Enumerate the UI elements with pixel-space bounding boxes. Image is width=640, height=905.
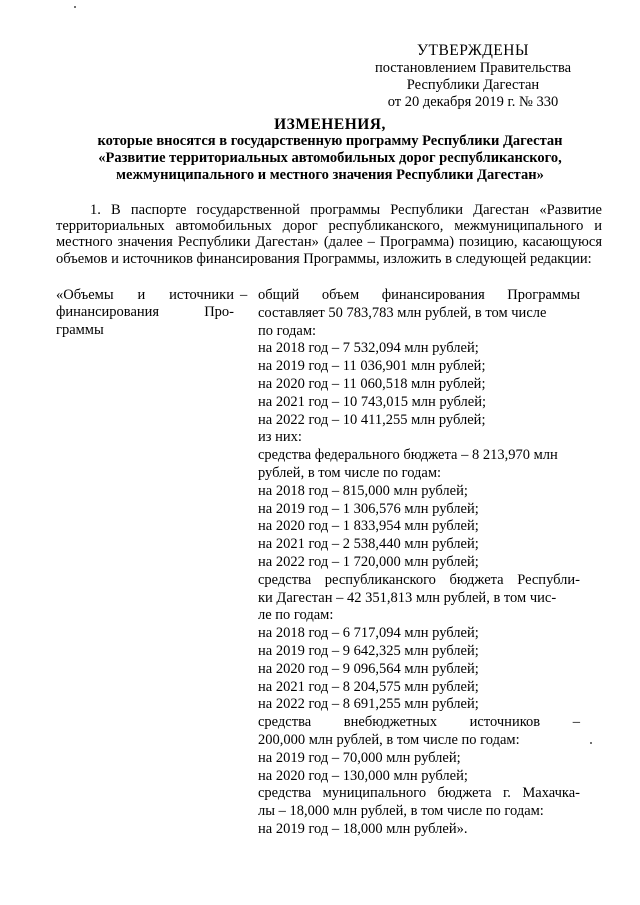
- year-line: на 2022 год – 1 720,000 млн рублей;: [258, 553, 479, 570]
- republic-budget-line: [258, 572, 580, 590]
- approval-line: постановлением Правительства: [374, 60, 572, 76]
- position-label: [56, 287, 252, 339]
- title-heading: ИЗМЕНЕНИЯ,: [274, 116, 386, 133]
- detail-line: ле по годам:: [258, 607, 334, 624]
- title-line: межмуниципального и местного значения Республики Дагестан»: [116, 167, 544, 183]
- year-line: на 2018 год – 815,000 млн рублей;: [258, 482, 468, 499]
- scan-speck: [74, 6, 76, 8]
- label-word: источники: [169, 287, 234, 303]
- detail-word: бюджета: [449, 571, 504, 588]
- detail-line: по годам:: [258, 322, 317, 339]
- title-line: «Развитие территориальных автомобильных дорог республиканского,: [98, 150, 562, 166]
- detail-line: составляет 50 783,783 млн рублей, в том числе: [258, 304, 547, 321]
- detail-word: муниципального: [322, 785, 427, 802]
- year-line: на 2020 год – 9 096,564 млн рублей;: [258, 660, 479, 677]
- year-line: на 2020 год – 11 060,518 млн рублей;: [258, 375, 486, 392]
- federal-budget-line: средства федерального бюджета – 8 213,970 млн: [258, 447, 558, 464]
- intro-paragraph: [56, 202, 602, 267]
- year-line: на 2020 год – 130,000 млн рублей;: [258, 767, 468, 784]
- year-line: на 2018 год – 6 717,094 млн рублей;: [258, 625, 479, 642]
- year-line: на 2022 год – 8 691,255 млн рублей;: [258, 696, 479, 713]
- year-line: на 2019 год – 1 306,576 млн рублей;: [258, 500, 479, 517]
- detail-word: Республи-: [517, 571, 580, 588]
- detail-line: из них:: [258, 429, 302, 446]
- detail-line: [258, 287, 580, 305]
- detail-word: Программы: [507, 287, 580, 303]
- detail-line: рублей, в том числе по годам:: [258, 464, 442, 481]
- approval-date-line: от 20 декабря 2019 г. № 330: [387, 94, 559, 110]
- extrabudget-line: [258, 714, 580, 732]
- detail-word: объем: [321, 287, 360, 303]
- detail-word: внебюджетных: [343, 714, 438, 731]
- label-word: «Объемы: [56, 287, 114, 303]
- detail-word: финансирования: [381, 287, 485, 303]
- year-line: на 2021 год – 2 538,440 млн рублей;: [258, 536, 479, 553]
- approval-line: Республики Дагестан: [406, 77, 540, 93]
- year-line: на 2021 год – 10 743,015 млн рублей;: [258, 393, 487, 410]
- label-line: граммы: [56, 321, 104, 338]
- detail-word: средства: [258, 714, 312, 731]
- detail-line: 200,000 млн рублей, в том числе по годам:: [258, 731, 520, 748]
- financing-details: [258, 287, 580, 839]
- detail-word: Махачка-: [522, 785, 580, 802]
- paragraph-text: 1. В паспорте государственной программы Республики Дагестан «Развитие территориальных автомобильных дорог республиканского, межмуниципального и местного значения Республики Дагестан» (далее – Программа) позицию, касающуюся объемов и источников финансирования Программы, изложить в следующей редакции:: [56, 202, 602, 267]
- year-line: на 2019 год – 11 036,901 млн рублей;: [258, 358, 486, 375]
- label-word: и: [137, 287, 146, 303]
- detail-word: средства: [258, 571, 312, 588]
- year-line: на 2018 год – 7 532,094 млн рублей;: [258, 340, 479, 357]
- document-title: [40, 116, 620, 184]
- detail-word: –: [572, 714, 580, 731]
- year-line: на 2019 год – 18,000 млн рублей».: [258, 820, 468, 837]
- label-word: Про-: [204, 304, 234, 321]
- municipal-budget-line: [258, 785, 580, 803]
- label-word: финансирования: [56, 304, 160, 321]
- detail-line: лы – 18,000 млн рублей, в том числе по годам:: [258, 803, 544, 820]
- label-dash: –: [240, 287, 248, 303]
- label-line: [56, 287, 234, 304]
- detail-word: общий: [258, 287, 300, 303]
- scan-speck: [590, 742, 592, 744]
- detail-word: источников: [469, 714, 541, 731]
- approval-heading: УТВЕРЖДЕНЫ: [417, 42, 529, 59]
- detail-word: г.: [503, 785, 511, 802]
- year-line: на 2019 год – 9 642,325 млн рублей;: [258, 642, 479, 659]
- detail-word: средства: [258, 785, 312, 802]
- approval-stamp: [366, 42, 580, 111]
- year-line: на 2019 год – 70,000 млн рублей;: [258, 749, 461, 766]
- year-line: на 2021 год – 8 204,575 млн рублей;: [258, 678, 479, 695]
- year-line: на 2020 год – 1 833,954 млн рублей;: [258, 518, 479, 535]
- detail-word: бюджета: [437, 785, 492, 802]
- year-line: на 2022 год – 10 411,255 млн рублей;: [258, 411, 486, 428]
- label-line: [56, 304, 234, 321]
- detail-line: ки Дагестан – 42 351,813 млн рублей, в том чис-: [258, 589, 557, 606]
- detail-word: республиканского: [324, 571, 436, 588]
- title-line: которые вносятся в государственную программу Республики Дагестан: [97, 133, 563, 149]
